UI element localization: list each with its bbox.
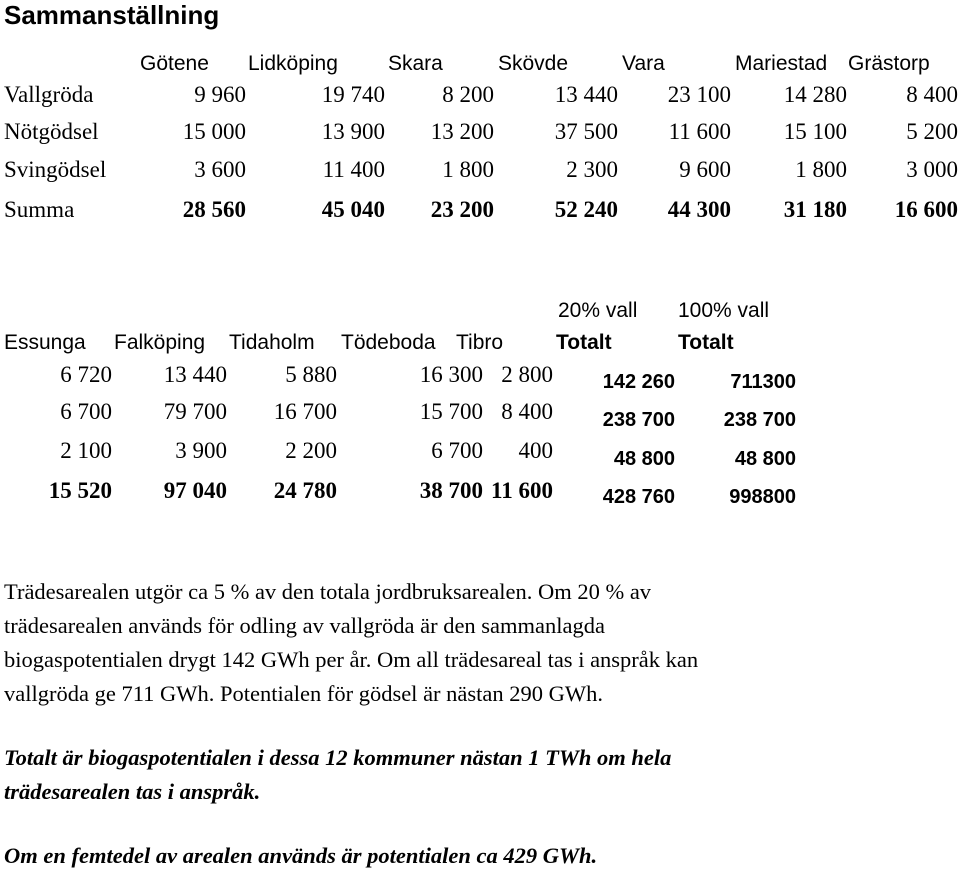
table-cell: 31 180 (783, 197, 847, 222)
table-cell: 11 600 (491, 478, 553, 503)
total-cell: 48 800 (613, 448, 675, 470)
table-cell: 15 000 (182, 119, 246, 144)
table-cell: 13 440 (554, 82, 618, 107)
column-header-lidkoping: Lidköping (248, 52, 338, 75)
total-header-20-bottom: Totalt (556, 331, 612, 354)
table-cell: 6 700 (60, 399, 112, 424)
table-cell: 11 400 (322, 157, 385, 182)
table-cell: 3 600 (194, 157, 246, 182)
column-header-tibro: Tibro (456, 331, 504, 354)
table-cell: 24 780 (273, 478, 337, 503)
table-cell: 8 400 (501, 399, 553, 424)
table-cell: 2 200 (285, 438, 337, 463)
table-cell: 16 700 (273, 399, 337, 424)
table-cell: 15 700 (419, 399, 483, 424)
table-cell: 1 800 (795, 157, 847, 182)
table-cell: 37 500 (554, 119, 618, 144)
total-cell: 428 760 (602, 486, 675, 508)
footer-note: Om en femtedel av arealen används är potentialen ca 429 GWh. (4, 843, 598, 868)
column-header-tidaholm: Tidaholm (229, 331, 315, 354)
table-cell: 23 200 (430, 197, 494, 222)
column-header-essunga: Essunga (4, 331, 86, 354)
table-cell: 79 700 (163, 399, 227, 424)
table-cell: 5 880 (285, 362, 337, 387)
total-header-100-top: 100% vall (678, 299, 770, 322)
total-cell: 238 700 (602, 409, 675, 431)
table-cell: 2 100 (60, 438, 112, 463)
column-header-mariestad: Mariestad (735, 52, 828, 75)
paragraph-line: biogaspotentialen drygt 142 GWh per år. Om all trädesareal tas i anspråk kan (4, 647, 699, 672)
table-cell: 16 600 (894, 197, 958, 222)
table-cell: 6 720 (60, 362, 112, 387)
table-cell: 2 300 (566, 157, 618, 182)
table-cell: 8 400 (906, 82, 958, 107)
row-label: Nötgödsel (4, 119, 99, 144)
total-cell: 711300 (730, 371, 796, 393)
table-cell: 23 100 (667, 82, 731, 107)
table-cell: 5 200 (906, 119, 958, 144)
table-cell: 8 200 (442, 82, 494, 107)
table-cell: 400 (518, 438, 553, 463)
table-cell: 13 200 (430, 119, 494, 144)
table-cell: 16 300 (419, 362, 483, 387)
table-cell: 28 560 (182, 197, 246, 222)
table-cell: 13 440 (163, 362, 227, 387)
table-cell: 3 000 (906, 157, 958, 182)
column-header-gotene: Götene (140, 52, 209, 75)
table-cell: 2 800 (501, 362, 553, 387)
column-header-skara: Skara (388, 52, 443, 75)
conclusion-line: Totalt är biogaspotentialen i dessa 12 kommuner nästan 1 TWh om hela (4, 745, 672, 770)
table-cell: 15 100 (783, 119, 847, 144)
column-header-todeboda: Tödeboda (341, 331, 436, 354)
row-label: Vallgröda (4, 82, 94, 107)
table-cell: 9 600 (679, 157, 731, 182)
column-header-falkoping: Falköping (114, 331, 206, 354)
total-cell: 238 700 (723, 409, 796, 431)
table-cell: 38 700 (419, 478, 483, 503)
table-cell: 3 900 (175, 438, 227, 463)
table-cell: 52 240 (554, 197, 618, 222)
page-title: Sammanställning (4, 0, 220, 30)
table-cell: 44 300 (667, 197, 731, 222)
table-cell: 45 040 (321, 197, 385, 222)
table-cell: 15 520 (48, 478, 112, 503)
column-header-skovde: Skövde (498, 52, 569, 75)
table-cell: 97 040 (163, 478, 227, 503)
conclusion-line: trädesarealen tas i anspråk. (4, 779, 261, 804)
row-label: Svingödsel (4, 157, 107, 182)
total-header-20-top: 20% vall (558, 299, 638, 322)
paragraph-line: Trädesarealen utgör ca 5 % av den totala jordbruksarealen. Om 20 % av (4, 579, 652, 604)
total-cell: 142 260 (602, 371, 675, 393)
table-cell: 6 700 (431, 438, 483, 463)
table-cell: 19 740 (321, 82, 385, 107)
table-cell: 14 280 (783, 82, 847, 107)
table-cell: 1 800 (442, 157, 494, 182)
column-header-grastorp: Grästorp (848, 52, 930, 75)
paragraph-line: vallgröda ge 711 GWh. Potentialen för gödsel är nästan 290 GWh. (4, 681, 604, 706)
row-label: Summa (4, 197, 75, 222)
total-header-100-bottom: Totalt (678, 331, 734, 354)
table-cell: 11 600 (668, 119, 731, 144)
column-header-vara: Vara (622, 52, 665, 75)
paragraph-line: trädesarealen används för odling av vallgröda är den sammanlagda (4, 613, 606, 638)
table-cell: 13 900 (321, 119, 385, 144)
total-cell: 998800 (729, 486, 796, 508)
total-cell: 48 800 (734, 448, 796, 470)
table-cell: 9 960 (194, 82, 246, 107)
